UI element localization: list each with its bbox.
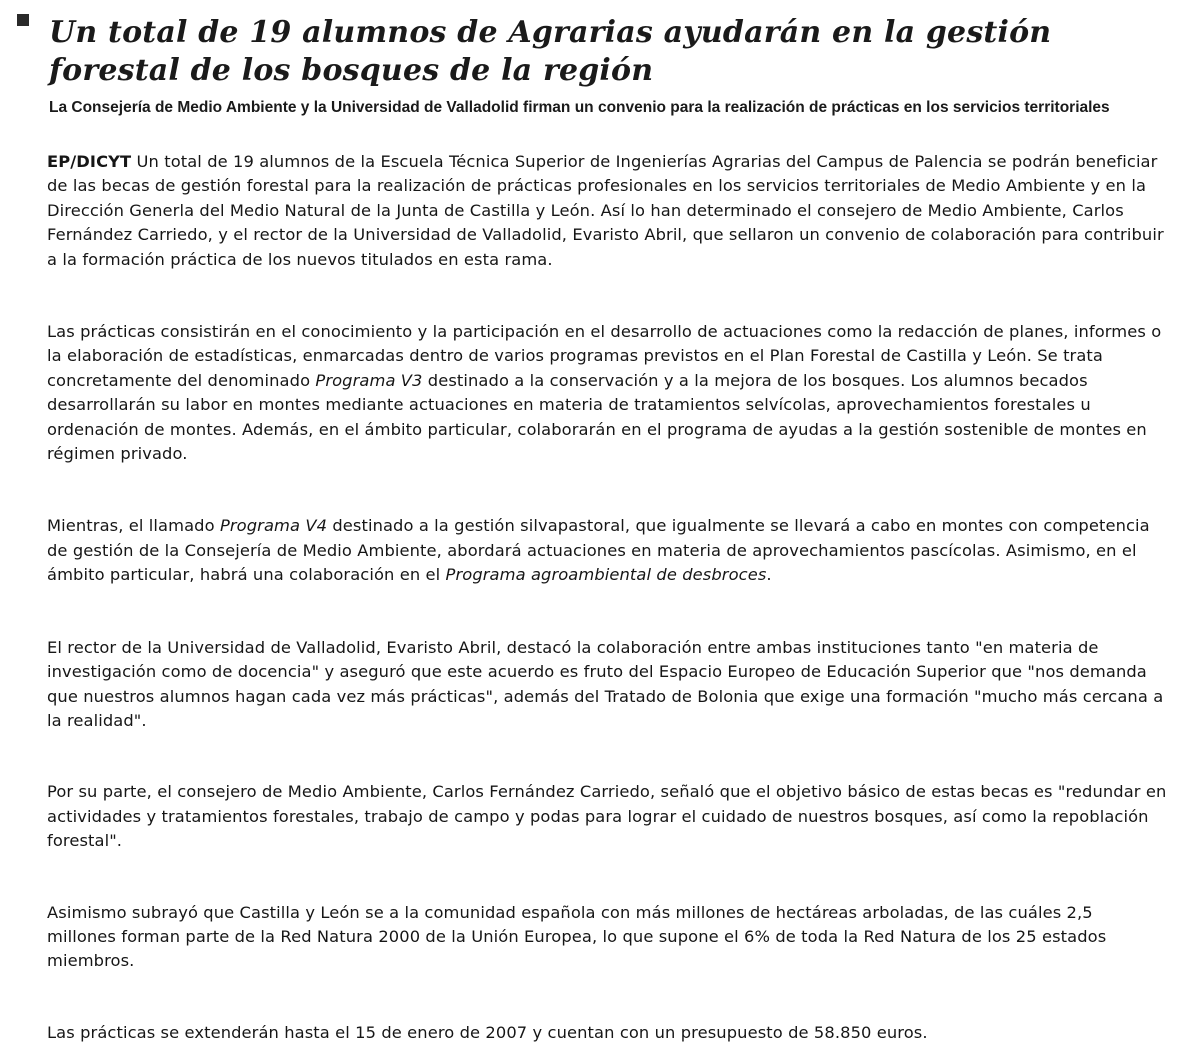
- paragraph-3: [47, 514, 1167, 587]
- program-desbroces-name: Programa agroambiental de desbroces: [445, 565, 767, 585]
- paragraph-1-text: Un total de 19 alumnos de la Escuela Técnica Superior de Ingenierías Agrarias del Campus de Palencia se podrán beneficiar de las becas de gestión forestal para la realización de prácticas profesionales en los servicios territoriales de Medio Ambiente y en la Dirección Generla del Medio Natural de la Junta de Castilla y León. Así lo han determinado el consejero de Medio Ambiente, Carlos Fernández Carriedo, y el rector de la Universidad de Valladolid, Evaristo Abril, que sellaron un convenio de colaboración para contribuir a la formación práctica de los nuevos titulados en esta rama.: [47, 152, 1164, 269]
- paragraph-6: Asimismo subrayó que Castilla y León se a la comunidad española con más millones de hectáreas arboladas, de las cuáles 2,5 millones forman parte de la Red Natura 2000 de la Unión Europea, lo que supone el 6% de toda la Red Natura de los 25 estados miembros.: [47, 902, 1107, 971]
- paragraph-spacer: [47, 733, 1167, 780]
- paragraph-4: El rector de la Universidad de Valladolid, Evaristo Abril, destacó la colaboración entre ambas instituciones tanto "en materia de investigación como de docencia" y aseguró que este acuerdo es fruto del Espacio Europeo de Educación Superior que "nos demanda que nuestros alumnos hagan cada vez más prácticas", además del Tratado de Bolonia que exige una formación "mucho más cercana a la realidad".: [47, 637, 1164, 730]
- paragraph-7: Las prácticas se extenderán hasta el 15 de enero de 2007 y cuentan con un presupuesto de 58.850 euros.: [47, 1022, 928, 1042]
- paragraph-2-text-b: destinado a la conservación y a la mejora de los bosques. Los alumnos becados desarrollarán su labor en montes mediante actuaciones en materia de tratamientos selvícolas, aprovechamientos forestales u ordenación de montes. Además, en el ámbito particular, colaborarán en el programa de ayudas a la gestión sostenible de montes en régimen privado.: [47, 370, 1147, 464]
- paragraph-spacer: [47, 854, 1167, 901]
- program-v3-name: Programa V3: [315, 370, 423, 390]
- paragraph-spacer: [47, 466, 1167, 514]
- paragraph-spacer: [47, 588, 1167, 636]
- paragraph-spacer: [47, 974, 1167, 1021]
- paragraph-spacer: [47, 272, 1167, 320]
- article-subheadline: La Consejería de Medio Ambiente y la Universidad de Valladolid firman un convenio para la realización de prácticas en los servicios territoriales: [49, 99, 1110, 116]
- paragraph-1: [47, 150, 1167, 272]
- program-v4-name: Programa V4: [219, 516, 328, 536]
- paragraph-2: [47, 320, 1167, 466]
- paragraph-3-text-a: Mientras, el llamado: [47, 516, 220, 536]
- paragraph-3-text-c: .: [766, 565, 772, 585]
- article-headline: Un total de 19 alumnos de Agrarias ayudarán en la gestión forestal de los bosques de la región: [49, 15, 1052, 88]
- paragraph-3-text-b: destinado a la gestión silvapastoral, que igualmente se llevará a cabo en montes con competencia de gestión de la Consejería de Medio Ambiente, abordará actuaciones en materia de aprovechamientos pascícolas. Asimismo, en el ámbito particular, habrá una colaboración en el: [47, 516, 1150, 585]
- byline: EP/DICYT: [47, 152, 132, 171]
- article-body: [47, 150, 1167, 1045]
- bullet-square-icon: [17, 14, 29, 26]
- paragraph-5: Por su parte, el consejero de Medio Ambiente, Carlos Fernández Carriedo, señaló que el objetivo básico de estas becas es "redundar en actividades y tratamientos forestales, trabajo de campo y podas para lograr el cuidado de nuestros bosques, así como la repoblación forestal".: [47, 782, 1167, 851]
- paragraph-2-text-a: Las prácticas consistirán en el conocimiento y la participación en el desarrollo de actuaciones como la redacción de planes, informes o la elaboración de estadísticas, enmarcadas dentro de varios programas previstos en el Plan Forestal de Castilla y León. Se trata concretamente del denominado: [47, 322, 1162, 390]
